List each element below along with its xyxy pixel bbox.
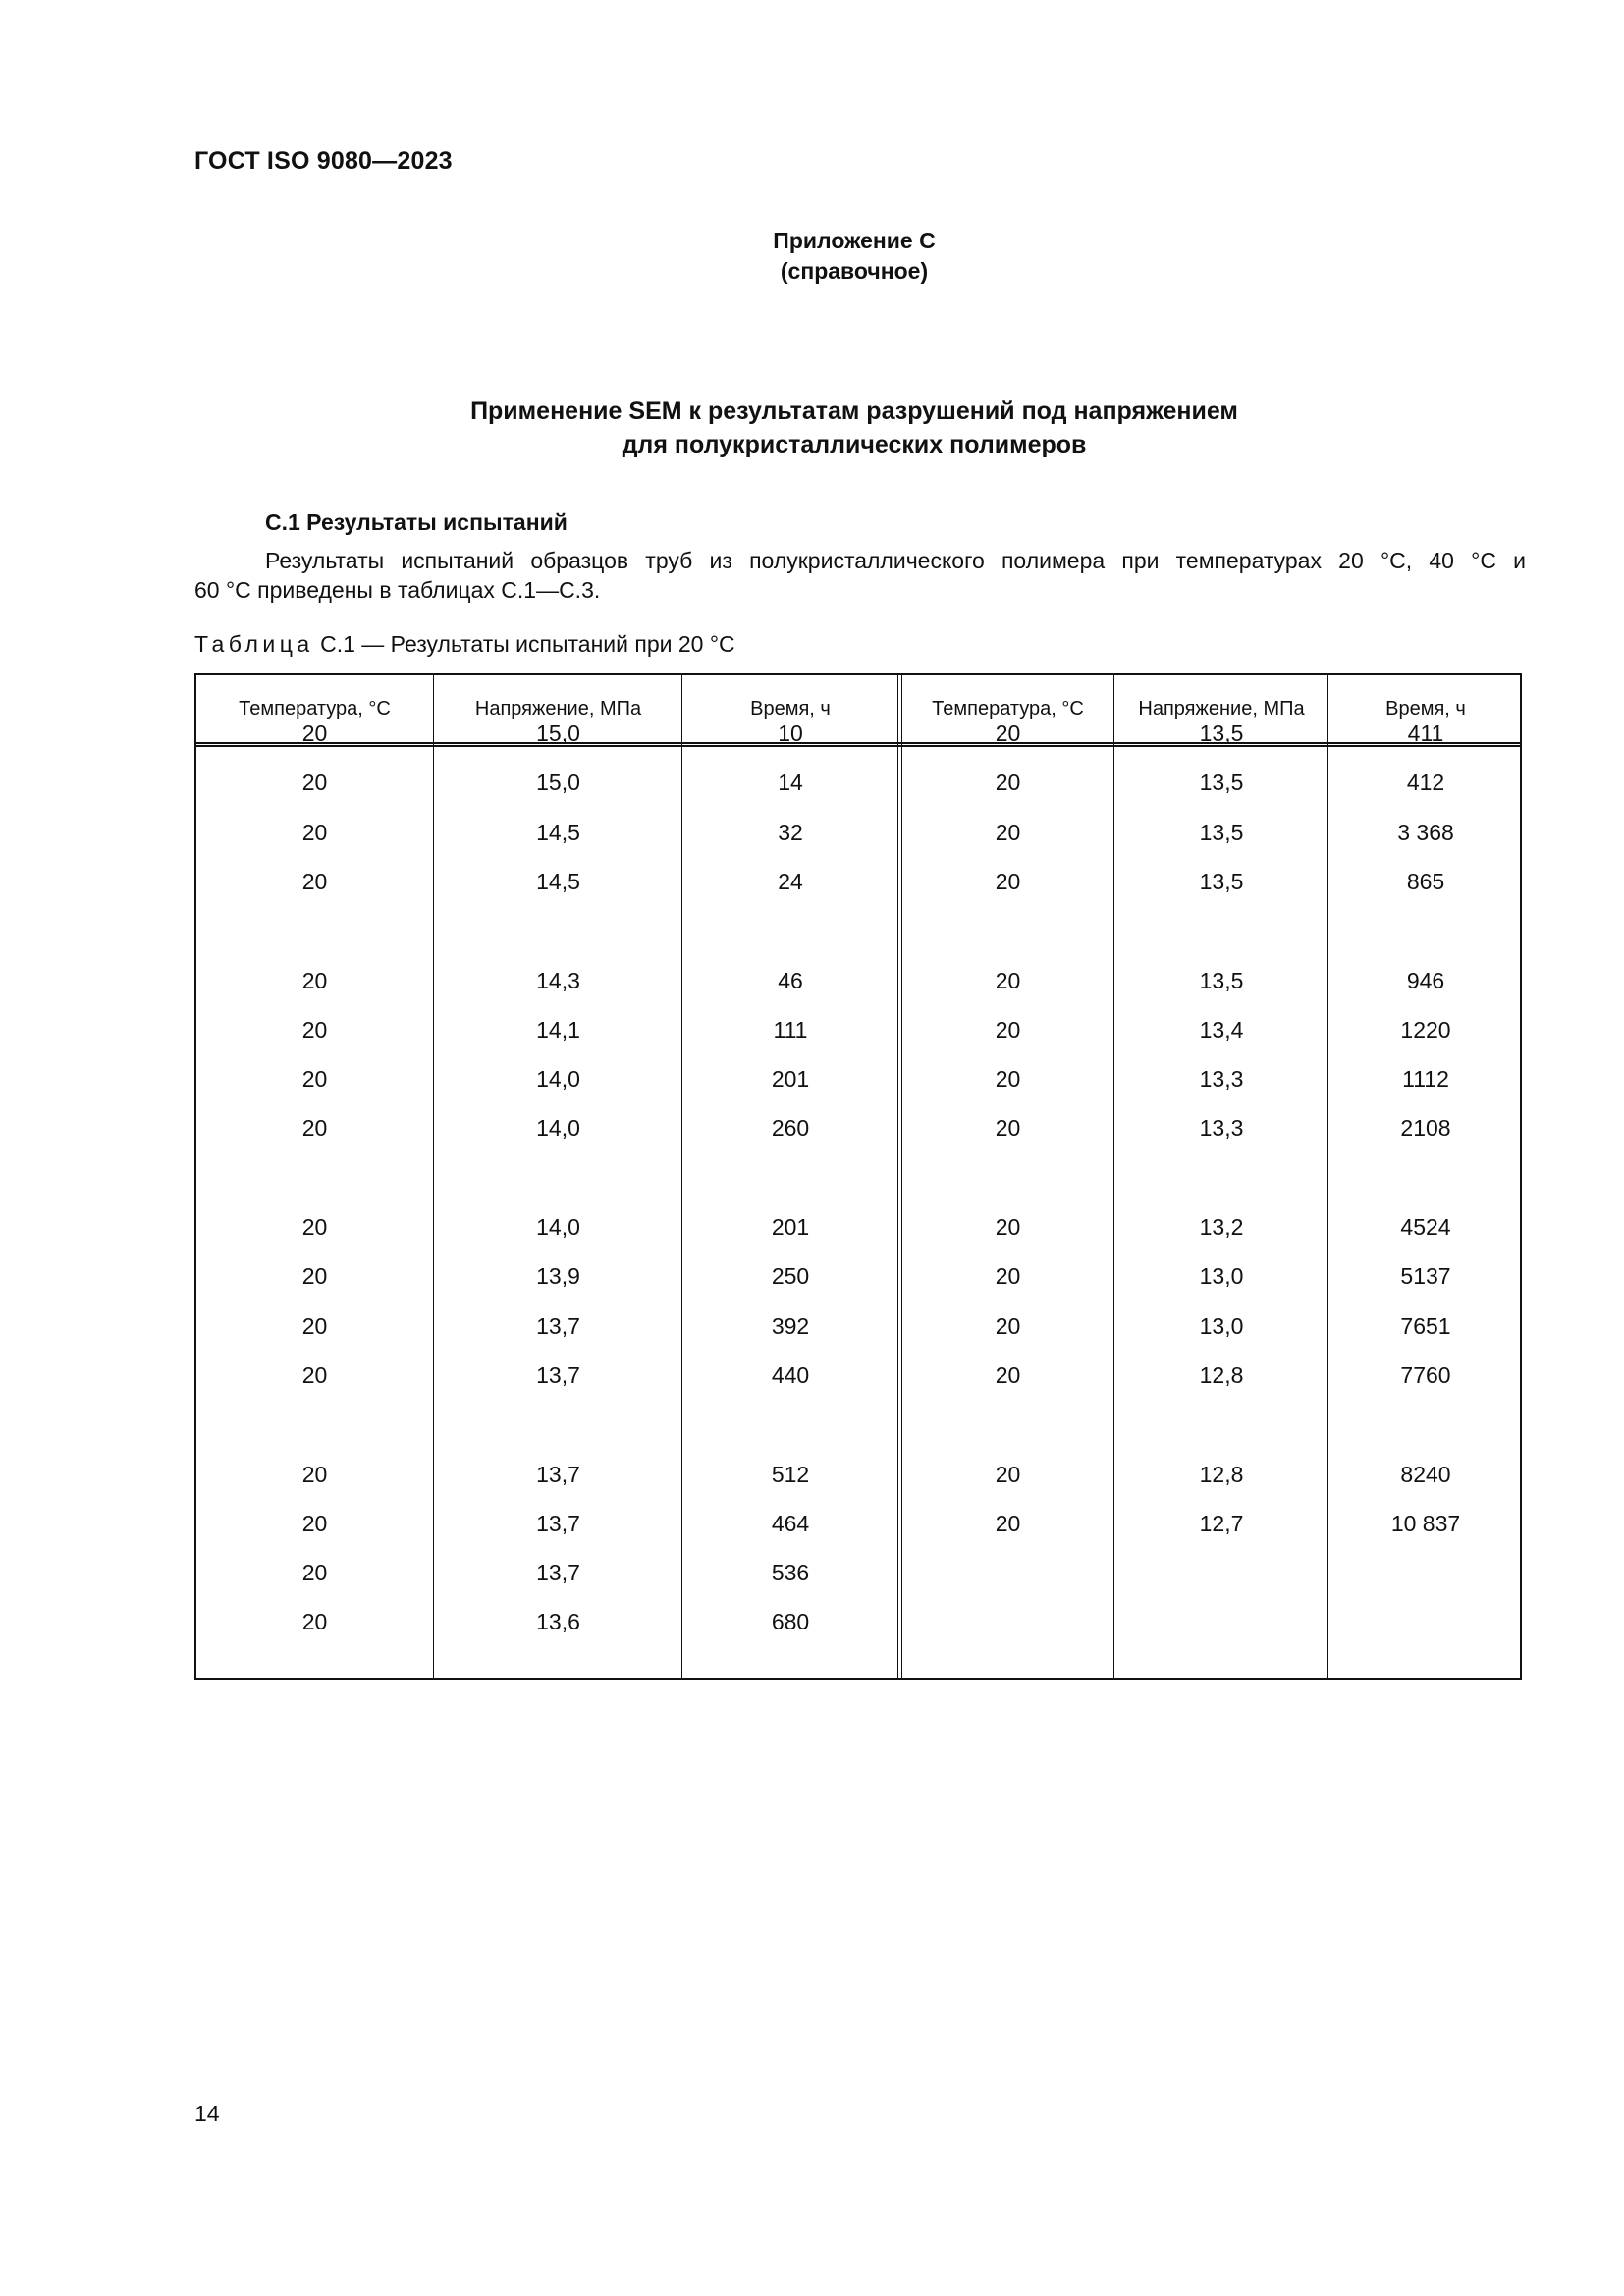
table-cell: 46	[778, 967, 803, 993]
table-cell: 14,3	[536, 967, 580, 993]
table-cell: 13,0	[1199, 1263, 1244, 1290]
column-divider	[1327, 675, 1328, 1678]
table-cell: 392	[771, 1312, 810, 1339]
table-cell: 20	[301, 819, 328, 845]
table-cell: 20	[995, 1016, 1021, 1042]
table-cell: 14,0	[536, 1214, 580, 1240]
header-cell-time: Время, ч	[750, 697, 831, 720]
table-cell: 20	[301, 1362, 328, 1388]
table-cell: 20	[301, 1461, 328, 1487]
table-cell: 14,1	[536, 1016, 580, 1042]
table-cell: 12,7	[1199, 1510, 1244, 1536]
table-cell: 1112	[1402, 1066, 1449, 1093]
table-cell: 20	[301, 868, 328, 894]
table-cell: 13,7	[536, 1560, 580, 1586]
table-cell: 20	[995, 1510, 1021, 1536]
table-cell: 1220	[1400, 1016, 1451, 1042]
section-paragraph	[194, 546, 1526, 605]
table-cell: 13,9	[536, 1263, 580, 1290]
header-cell-stress: Напряжение, МПа	[474, 697, 642, 720]
table-cell: 20	[301, 1214, 328, 1240]
table-cell: 12,8	[1199, 1461, 1244, 1487]
table-cell: 20	[301, 1510, 328, 1536]
table-cell: 13,6	[536, 1609, 580, 1635]
table-cell: 7760	[1400, 1362, 1451, 1388]
table-cell: 20	[995, 770, 1021, 796]
table-cell: 13,5	[1199, 967, 1244, 993]
table-cell: 13,2	[1199, 1214, 1244, 1240]
table-cell: 20	[995, 1214, 1021, 1240]
table-cell: 20	[301, 967, 328, 993]
table-cell: 32	[778, 819, 803, 845]
table-cell: 13,5	[1199, 819, 1244, 845]
table-cell: 201	[771, 1066, 810, 1093]
header-cell-stress: Напряжение, МПа	[1138, 697, 1305, 720]
table-cell: 20	[301, 1066, 328, 1093]
table-cell: 2108	[1400, 1115, 1451, 1142]
table-cell: 946	[1406, 967, 1445, 993]
header-cell-temperature: Температура, °С	[239, 697, 391, 720]
table-cell: 20	[995, 1263, 1021, 1290]
table-cell: 20	[301, 770, 328, 796]
annex-heading-line-1: Применение SEM к результатам разрушений под напряжением	[470, 398, 1238, 425]
table-cell: 20	[301, 1560, 328, 1586]
table-cell: 7651	[1400, 1312, 1451, 1339]
table-cell: 20	[301, 1016, 328, 1042]
table-cell: 13,7	[536, 1312, 580, 1339]
table-cell: 13,4	[1199, 1016, 1244, 1042]
table-cell: 4524	[1400, 1214, 1451, 1240]
table-cell: 680	[771, 1609, 810, 1635]
table-cell: 20	[301, 1263, 328, 1290]
table-cell: 15,0	[536, 721, 580, 746]
table-cell: 412	[1406, 770, 1445, 796]
table-cell: 14,0	[536, 1115, 580, 1142]
column-divider	[1113, 675, 1114, 1678]
table-cell: 260	[771, 1115, 810, 1142]
table-cell: 20	[301, 1609, 328, 1635]
table-cell: 13,5	[1199, 721, 1244, 746]
annex-type: (справочное)	[780, 258, 929, 284]
table-cell: 20	[301, 1115, 328, 1142]
table-cell: 13,7	[536, 1461, 580, 1487]
table-cell: 20	[995, 1066, 1021, 1093]
annex-heading-line-2: для полукристаллических полимеров	[622, 431, 1087, 458]
table-cell: 13,7	[536, 1510, 580, 1536]
table-cell: 14	[778, 770, 803, 796]
table-cell: 20	[995, 1461, 1021, 1487]
table-caption-text: С.1 — Результаты испытаний при 20 °С	[313, 631, 735, 657]
table-cell: 15,0	[536, 770, 580, 796]
table-cell: 13,5	[1199, 770, 1244, 796]
column-divider	[433, 675, 434, 1678]
table-cell: 20	[995, 868, 1021, 894]
section-title: C.1 Результаты испытаний	[265, 509, 568, 535]
page-number: 14	[194, 2101, 220, 2126]
table-cell: 865	[1406, 868, 1445, 894]
table-cell: 512	[771, 1461, 810, 1487]
table-cell: 20	[995, 819, 1021, 845]
table-cell: 20	[995, 967, 1021, 993]
table-cell: 14,5	[536, 868, 580, 894]
document-id: ГОСТ ISO 9080—2023	[194, 147, 453, 175]
table-cell: 13,7	[536, 1362, 580, 1388]
annex-label: Приложение C	[773, 228, 936, 253]
annex-heading	[196, 395, 1512, 461]
table-cell: 20	[301, 721, 328, 746]
table-cell: 201	[771, 1214, 810, 1240]
table-cell: 20	[995, 1362, 1021, 1388]
table-cell: 20	[995, 1312, 1021, 1339]
table-caption	[194, 631, 735, 658]
table-cell: 111	[773, 1016, 808, 1042]
table-cell: 440	[771, 1362, 810, 1388]
table-cell: 10	[778, 721, 803, 746]
table-cell: 411	[1407, 721, 1444, 746]
table-cell: 250	[771, 1263, 810, 1290]
table-cell: 3 368	[1397, 819, 1454, 845]
table-cell: 14,5	[536, 819, 580, 845]
header-cell-time: Время, ч	[1385, 697, 1466, 720]
paragraph-line-2: 60 °C приведены в таблицах С.1—С.3.	[194, 577, 601, 603]
results-table	[194, 673, 1522, 1680]
table-cell: 20	[301, 1312, 328, 1339]
table-cell: 13,3	[1199, 1115, 1244, 1142]
table-cell: 5137	[1400, 1263, 1451, 1290]
table-cell: 13,5	[1199, 868, 1244, 894]
annex-title	[609, 226, 1100, 287]
table-cell: 13,0	[1199, 1312, 1244, 1339]
table-cell: 13,3	[1199, 1066, 1244, 1093]
header-cell-temperature: Температура, °С	[932, 697, 1084, 720]
table-cell: 8240	[1400, 1461, 1451, 1487]
table-cell: 536	[771, 1560, 810, 1586]
paragraph-line-1: Результаты испытаний образцов труб из полукристаллического полимера при температурах 20 °C, 40 °C и	[265, 548, 1526, 573]
table-cell: 12,8	[1199, 1362, 1244, 1388]
table-cell: 10 837	[1390, 1510, 1461, 1536]
table-cell: 14,0	[536, 1066, 580, 1093]
column-divider	[681, 675, 682, 1678]
table-cell: 20	[995, 1115, 1021, 1142]
table-cell: 464	[771, 1510, 810, 1536]
table-cell: 24	[778, 868, 803, 894]
table-caption-word: Таблица	[194, 631, 314, 657]
table-cell: 20	[995, 721, 1021, 746]
